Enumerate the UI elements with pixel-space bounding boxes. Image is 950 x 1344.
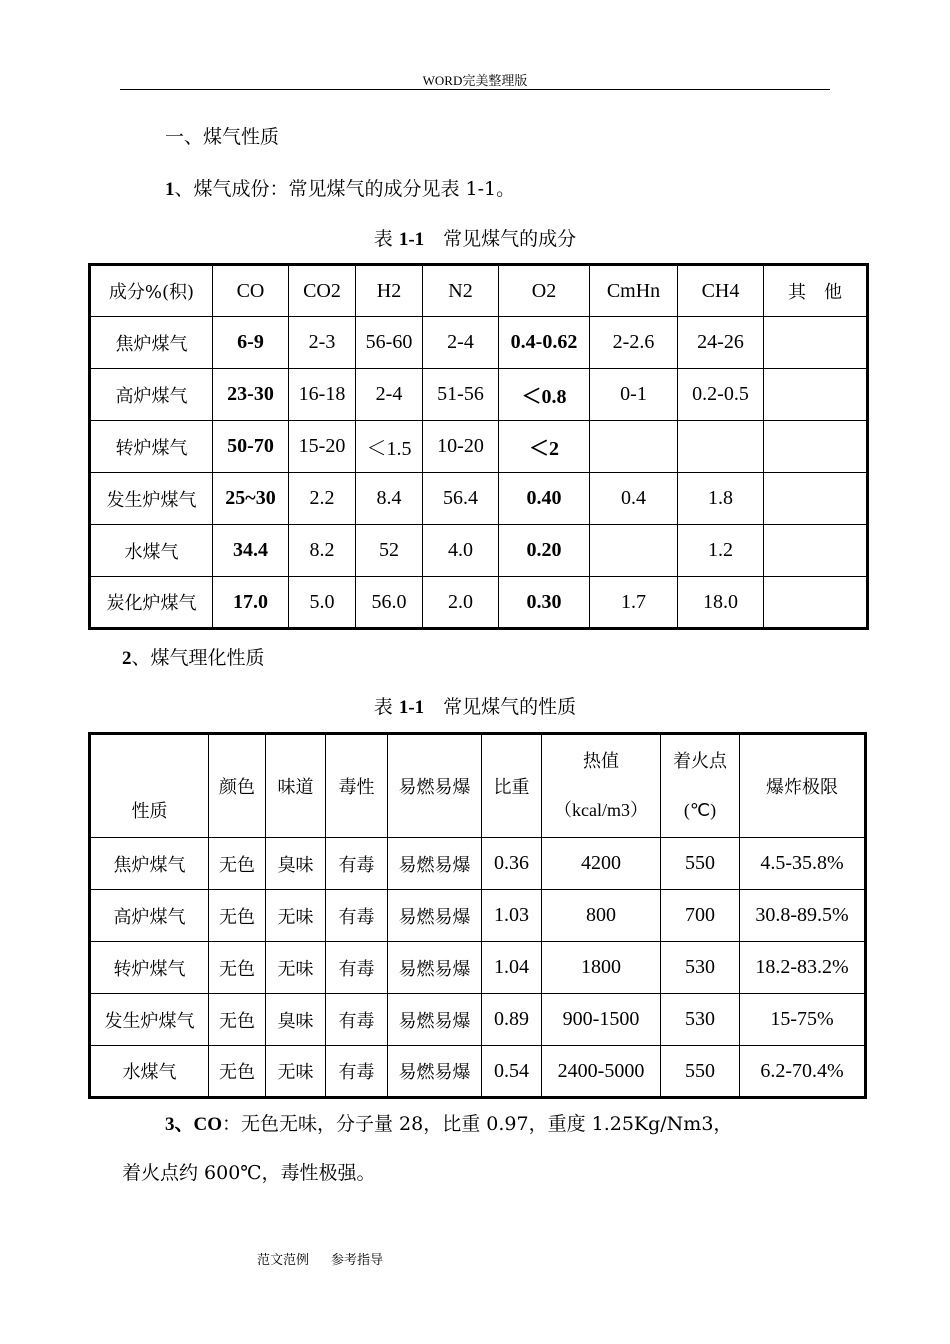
table-cell: 0.40 xyxy=(499,473,590,525)
header-ignition-point xyxy=(661,734,740,838)
row-label: 发生炉煤气 xyxy=(90,473,213,525)
table2-caption xyxy=(0,692,950,719)
header-heat-value-line1: 热值 xyxy=(583,751,619,772)
row-label: 焦炉煤气 xyxy=(90,838,209,890)
table-cell: 无味 xyxy=(266,1046,326,1098)
table-row xyxy=(90,1046,866,1098)
table1-column-header: O2 xyxy=(499,265,590,317)
table-cell: 6-9 xyxy=(213,317,289,369)
table-cell: 6.2-70.4% xyxy=(740,1046,866,1098)
table-cell: 4.0 xyxy=(423,525,499,577)
table-cell xyxy=(764,369,868,421)
table-cell: 4.5-35.8% xyxy=(740,838,866,890)
table-cell: 无色 xyxy=(209,994,266,1046)
row-label: 水煤气 xyxy=(90,525,213,577)
table2-caption-number: 1-1 xyxy=(398,697,425,718)
table-cell: 1.03 xyxy=(482,890,542,942)
table1-column-header: 成分%(积) xyxy=(90,265,213,317)
table-cell: 16-18 xyxy=(289,369,356,421)
table-cell xyxy=(590,525,678,577)
table1-column-header: CH4 xyxy=(678,265,764,317)
table-cell: 易燃易爆 xyxy=(388,994,482,1046)
table-cell: 1.8 xyxy=(678,473,764,525)
table-cell: 34.4 xyxy=(213,525,289,577)
table1-caption-prefix: 表 xyxy=(373,228,399,250)
row-label: 炭化炉煤气 xyxy=(90,577,213,629)
paragraph-1-text: 、煤气成份：常见煤气的成分见表 1-1。 xyxy=(174,178,516,200)
paragraph-2 xyxy=(122,643,265,670)
table-cell: 51-56 xyxy=(423,369,499,421)
table-cell: 0.4 xyxy=(590,473,678,525)
table-cell: 56.4 xyxy=(423,473,499,525)
table-row xyxy=(90,473,868,525)
table-cell: 1.04 xyxy=(482,942,542,994)
table-cell: 8.4 xyxy=(356,473,423,525)
table-row xyxy=(90,525,868,577)
table-cell xyxy=(764,317,868,369)
row-label: 转炉煤气 xyxy=(90,942,209,994)
paragraph-1-number: 1 xyxy=(165,179,175,200)
table-cell: 有毒 xyxy=(326,994,388,1046)
table-cell: 易燃易爆 xyxy=(388,1046,482,1098)
paragraph-1 xyxy=(165,174,515,201)
table-cell: 25~30 xyxy=(213,473,289,525)
table-cell: 18.0 xyxy=(678,577,764,629)
table-cell xyxy=(764,473,868,525)
table-cell: ＜0.8 xyxy=(499,369,590,421)
table-cell: 易燃易爆 xyxy=(388,890,482,942)
table-cell: 0.4-0.62 xyxy=(499,317,590,369)
row-label: 转炉煤气 xyxy=(90,421,213,473)
table-cell xyxy=(678,421,764,473)
table-cell: 550 xyxy=(661,838,740,890)
table-cell: 1.7 xyxy=(590,577,678,629)
table-cell: 2-2.6 xyxy=(590,317,678,369)
table1-column-header: CO2 xyxy=(289,265,356,317)
table-cell: 24-26 xyxy=(678,317,764,369)
header-ignition-line2: (℃) xyxy=(683,800,717,820)
table-cell: 0.89 xyxy=(482,994,542,1046)
table-cell: 550 xyxy=(661,1046,740,1098)
table-cell: 无色 xyxy=(209,838,266,890)
table-cell: 5.0 xyxy=(289,577,356,629)
table-cell: 2400-5000 xyxy=(542,1046,661,1098)
footer-left: 范文范例 xyxy=(257,1253,310,1268)
table-cell xyxy=(764,421,868,473)
table-cell: 56.0 xyxy=(356,577,423,629)
table-cell: 4200 xyxy=(542,838,661,890)
table-row xyxy=(90,369,868,421)
table-cell xyxy=(764,577,868,629)
table2-caption-title: 常见煤气的性质 xyxy=(424,696,577,718)
table-row xyxy=(90,942,866,994)
header-explosion-limit: 爆炸极限 xyxy=(740,734,866,838)
row-label: 发生炉煤气 xyxy=(90,994,209,1046)
paragraph-2-text: 、煤气理化性质 xyxy=(131,647,265,669)
table-cell: 易燃易爆 xyxy=(388,838,482,890)
table-row xyxy=(90,577,868,629)
table1-caption-number: 1-1 xyxy=(398,229,425,250)
row-label: 高炉煤气 xyxy=(90,890,209,942)
gas-properties-table xyxy=(88,732,867,1099)
table-cell: 臭味 xyxy=(266,838,326,890)
table-cell: 17.0 xyxy=(213,577,289,629)
table-cell: 15-20 xyxy=(289,421,356,473)
table-cell: 530 xyxy=(661,994,740,1046)
footer-right: 参考指导 xyxy=(331,1253,384,1268)
header-color: 颜色 xyxy=(209,734,266,838)
row-label: 焦炉煤气 xyxy=(90,317,213,369)
header-heat-value xyxy=(542,734,661,838)
table-cell: 0.20 xyxy=(499,525,590,577)
section-heading: 一、煤气性质 xyxy=(165,126,280,148)
table-cell: ＜2 xyxy=(499,421,590,473)
header-flammability: 易燃易爆 xyxy=(388,734,482,838)
table-cell xyxy=(764,525,868,577)
table2-header-row xyxy=(90,734,866,838)
table-row xyxy=(90,838,866,890)
table-cell: 700 xyxy=(661,890,740,942)
header-ignition-line1: 着火点 xyxy=(673,751,727,772)
table-cell: ＜1.5 xyxy=(356,421,423,473)
table-row xyxy=(90,317,868,369)
table-cell: 18.2-83.2% xyxy=(740,942,866,994)
table-cell: 无色 xyxy=(209,1046,266,1098)
table1-header-row xyxy=(90,265,868,317)
table-cell: 0.30 xyxy=(499,577,590,629)
table-cell: 2-3 xyxy=(289,317,356,369)
table-cell: 2.0 xyxy=(423,577,499,629)
paragraph-3-number: 3 xyxy=(165,1114,175,1135)
table1-column-header: H2 xyxy=(356,265,423,317)
table-cell: 有毒 xyxy=(326,1046,388,1098)
table-cell: 8.2 xyxy=(289,525,356,577)
table-cell: 无味 xyxy=(266,890,326,942)
table-cell: 有毒 xyxy=(326,942,388,994)
table-cell: 900-1500 xyxy=(542,994,661,1046)
header-heat-value-line2: （kcal/m3） xyxy=(554,800,648,820)
table-cell: 易燃易爆 xyxy=(388,942,482,994)
header-toxicity: 毒性 xyxy=(326,734,388,838)
table-cell: 无色 xyxy=(209,942,266,994)
table1-caption xyxy=(0,224,950,251)
table-cell: 有毒 xyxy=(326,838,388,890)
table-cell: 2-4 xyxy=(356,369,423,421)
paragraph-3-continued: 着火点约 600℃，毒性极强。 xyxy=(122,1162,376,1184)
table1-column-header: 其 他 xyxy=(764,265,868,317)
table-cell: 2-4 xyxy=(423,317,499,369)
paragraph-3-text: ：无色无味，分子量 28，比重 0.97，重度 1.25Kg/Nm3， xyxy=(222,1113,733,1135)
table-cell: 52 xyxy=(356,525,423,577)
page-footer xyxy=(257,1249,405,1268)
header-divider xyxy=(120,89,830,90)
table-cell: 1800 xyxy=(542,942,661,994)
row-label: 水煤气 xyxy=(90,1046,209,1098)
table-cell: 2.2 xyxy=(289,473,356,525)
table-row xyxy=(90,421,868,473)
header-smell: 味道 xyxy=(266,734,326,838)
table-cell: 有毒 xyxy=(326,890,388,942)
table2-caption-prefix: 表 xyxy=(373,696,399,718)
table-row xyxy=(90,890,866,942)
table-cell: 0.2-0.5 xyxy=(678,369,764,421)
table-cell: 56-60 xyxy=(356,317,423,369)
table1-column-header: N2 xyxy=(423,265,499,317)
table-cell: 0-1 xyxy=(590,369,678,421)
table-cell: 530 xyxy=(661,942,740,994)
paragraph-2-number: 2 xyxy=(122,648,132,669)
paragraph-3-label: 、CO xyxy=(174,1114,223,1135)
table-row xyxy=(90,994,866,1046)
paragraph-3 xyxy=(165,1109,732,1136)
table-cell: 800 xyxy=(542,890,661,942)
table-cell: 臭味 xyxy=(266,994,326,1046)
row-label: 高炉煤气 xyxy=(90,369,213,421)
header-property: 性质 xyxy=(90,734,209,838)
table-cell: 50-70 xyxy=(213,421,289,473)
table-cell: 0.36 xyxy=(482,838,542,890)
table-cell: 无色 xyxy=(209,890,266,942)
table1-column-header: CmHn xyxy=(590,265,678,317)
table-cell: 1.2 xyxy=(678,525,764,577)
table1-caption-title: 常见煤气的成分 xyxy=(424,228,577,250)
table1-column-header: CO xyxy=(213,265,289,317)
table-cell: 10-20 xyxy=(423,421,499,473)
table-cell: 23-30 xyxy=(213,369,289,421)
header-density: 比重 xyxy=(482,734,542,838)
table-cell xyxy=(590,421,678,473)
gas-composition-table xyxy=(88,263,869,630)
table-cell: 30.8-89.5% xyxy=(740,890,866,942)
table-cell: 0.54 xyxy=(482,1046,542,1098)
table-cell: 15-75% xyxy=(740,994,866,1046)
page-header: WORD完美整理版 xyxy=(422,73,528,88)
table-cell: 无味 xyxy=(266,942,326,994)
